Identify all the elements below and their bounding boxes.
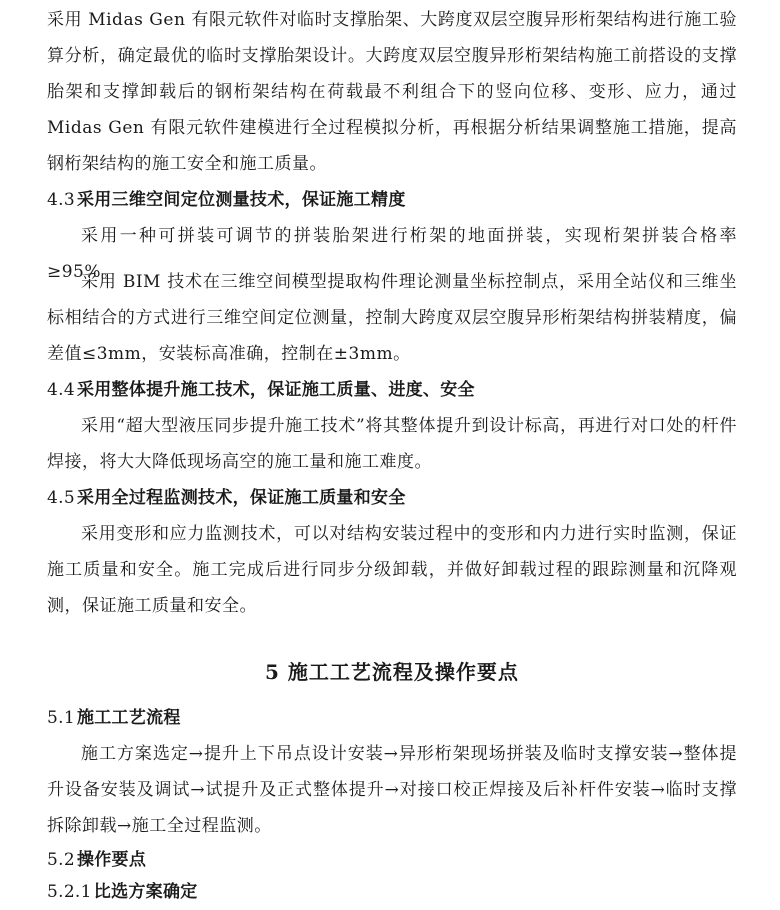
heading-number: 5.2.1 xyxy=(47,882,92,902)
paragraph-intro: 采用 Midas Gen 有限元软件对临时支撑胎架、大跨度双层空腹异形桁架结构进行施工验算分析，确定最优的临时支撑胎架设计。大跨度双层空腹异形桁架结构施工前搭设的支撑胎架和支撑卸载后的钢桁架结构在荷载最不利组合下的竖向位移、变形、应力，通过 Midas Gen 有限元软件建模进行全过程模拟分析，再根据分析结果调整施工措施，提高钢桁架结构的施工安全和施工质量。 xyxy=(47,10,737,174)
heading-text: 采用全过程监测技术，保证施工质量和安全 xyxy=(76,488,406,508)
paragraph-4-5: 采用变形和应力监测技术，可以对结构安装过程中的变形和内力进行实时监测，保证施工质量和安全。施工完成后进行同步分级卸载，并做好卸载过程的跟踪测量和沉降观测，保证施工质量和安全。 xyxy=(47,524,737,616)
heading-5-1 xyxy=(47,700,737,736)
heading-text: 操作要点 xyxy=(76,850,147,870)
heading-5-2 xyxy=(47,842,737,878)
heading-number: 5.2 xyxy=(47,850,75,870)
heading-number: 4.5 xyxy=(47,488,75,508)
heading-number: 5.1 xyxy=(47,708,75,728)
section-title-5: 5 施工工艺流程及操作要点 xyxy=(265,660,519,684)
heading-5-2-1 xyxy=(47,874,737,910)
heading-text: 采用三维空间定位测量技术，保证施工精度 xyxy=(76,190,406,210)
paragraph-4-3-b: 采用 BIM 技术在三维空间模型提取构件理论测量坐标控制点，采用全站仪和三维坐标相结合的方式进行三维空间定位测量，控制大跨度双层空腹异形桁架结构拼装精度，偏差值≤3mm，安装标高准确，控制在±3mm。 xyxy=(47,272,737,364)
heading-number: 4.4 xyxy=(47,380,75,400)
paragraph-5-1: 施工方案选定→提升上下吊点设计安装→异形桁架现场拼装及临时支撑安装→整体提升设备安装及调试→试提升及正式整体提升→对接口校正焊接及后补杆件安装→临时支撑拆除卸载→施工全过程监测。 xyxy=(47,744,737,836)
heading-4-4 xyxy=(47,372,737,408)
paragraph-4-3-a: 采用一种可拼装可调节的拼装胎架进行桁架的地面拼装，实现桁架拼装合格率≥95%。 xyxy=(47,226,737,282)
heading-4-3 xyxy=(47,182,737,218)
heading-text: 比选方案确定 xyxy=(93,882,198,902)
heading-text: 采用整体提升施工技术，保证施工质量、进度、安全 xyxy=(76,380,475,400)
paragraph-4-4: 采用“超大型液压同步提升施工技术”将其整体提升到设计标高，再进行对口处的杆件焊接，将大大降低现场高空的施工量和施工难度。 xyxy=(47,416,737,472)
heading-number: 4.3 xyxy=(47,190,75,210)
heading-4-5 xyxy=(47,480,737,516)
heading-text: 施工工艺流程 xyxy=(76,708,181,728)
